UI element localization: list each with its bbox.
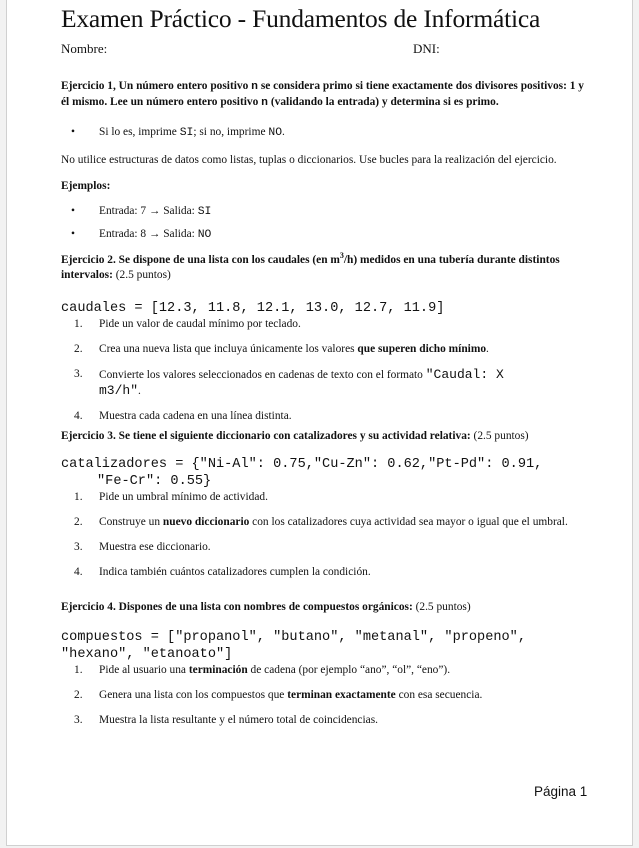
name-label: Nombre: [61,41,108,56]
ex4-code-line1: compuestos = ["propanol", "butano", "metanal", "propeno", [61,629,526,645]
ex2-statement [61,248,591,283]
step-text: Genera una lista con los compuestos que [99,688,288,701]
ex2-superscript: 3 [339,251,344,260]
step-item [61,515,591,530]
step-number: 4. [74,409,83,422]
step-number: 3. [74,367,83,380]
page-number: Página 1 [534,784,588,799]
ex3-code-line2: "Fe-Cr": 0.55} [97,473,212,489]
ex3-code-line1: catalizadores = {"Ni-Al": 0.75,"Cu-Zn": 0.62,"Pt-Pd": 0.91, [61,456,543,472]
step-item [61,713,591,728]
dni-label: DNI: [413,41,440,56]
ex1-examples [61,204,591,243]
step-text: Pide al usuario una [99,663,189,676]
step-text: Convierte los valores seleccionados en cadenas de texto con el formato [99,368,426,381]
step-item [61,490,591,505]
example-item: • Entrada: 7 → Salida: SI [71,205,212,218]
ex3-heading: Ejercicio 3. Se tiene el siguiente diccionario con catalizadores y su actividad relativa: [61,429,471,442]
step-text: Muestra la lista resultante y el número total de coincidencias. [99,713,378,726]
step-text-end: . [486,342,489,355]
ex4-points: (2.5 puntos) [412,600,471,613]
exam-title: Examen Práctico - Fundamentos de Informática [61,4,541,33]
example-text: Entrada: 8 → Salida: [99,228,198,240]
bullet-text-a: Si lo es, imprime [99,126,180,138]
step-bold: nuevo diccionario [162,515,250,528]
example-output: NO [197,229,212,241]
step-item [61,688,591,703]
step-text: Muestra cada cadena en una línea distinta. [99,409,292,422]
ex1-var-n2: n [261,97,269,109]
example-text: Entrada: 7 → Salida: [99,205,198,217]
exam-page [6,0,633,846]
ex4-steps [61,663,591,728]
step-text-end: con los catalizadores cuya actividad sea mayor o igual que el umbral. [249,515,568,528]
ex1-examples-label: Ejemplos: [61,180,111,192]
ex2-code: caudales = [12.3, 11.8, 12.1, 13.0, 12.7, 11.9] [61,300,445,316]
step-text: Muestra ese diccionario. [99,540,211,553]
step-item [61,540,591,555]
ex1-heading: Ejercicio 1, [61,80,116,92]
step-code-b: m3/h" [99,382,139,398]
ex4-code [61,629,591,663]
ex1-text-b: se considera primo si tiene exactamente dos divisores positivos: 1 y él mismo. Lee un número entero positivo [61,80,584,108]
student-info-row [61,41,591,59]
step-item [61,565,591,580]
ex1-statement [61,79,591,111]
step-bold: terminación [188,663,248,676]
ex1-text-c: (validando la entrada) y determina si es primo. [268,96,499,108]
ex4-heading: Ejercicio 4. Dispones de una lista con nombres de compuestos orgánicos: [61,600,413,613]
ex2-heading-a: Ejercicio 2. Se dispone de una lista con los caudales (en m [61,253,340,266]
step-number: 2. [74,515,83,528]
bullet-text-c: . [282,126,285,138]
ex1-text-a: Un número entero positivo [115,80,252,92]
step-item [61,342,591,357]
ex4-code-line2: "hexano", "etanoato"] [61,646,233,662]
example-item: • Entrada: 8 → Salida: NO [71,228,212,241]
ex3-points: (2.5 puntos) [470,429,529,442]
ex2-heading-b: /h) medidos en una tubería durante distintos intervalos: [61,253,560,281]
step-item [61,409,591,424]
step-number: 1. [74,663,83,676]
ex1-bullets [61,125,591,141]
ex4-statement [61,600,591,615]
step-text-end: . [138,384,141,397]
ex1-bullet-output: • Si lo es, imprime SI; si no, imprime NO. [71,126,285,139]
step-number: 2. [74,688,83,701]
step-text: Pide un umbral mínimo de actividad. [99,490,268,503]
ex2-steps [61,317,591,424]
bullet-text-b: ; si no, imprime [193,126,269,138]
step-item [61,663,591,678]
step-bold: terminan exactamente [287,688,396,701]
code-si: SI [179,127,194,139]
ex1-note: No utilice estructuras de datos como listas, tuplas o diccionarios. Use bucles para la realización del ejercicio. [61,154,557,166]
step-number: 3. [74,713,83,726]
code-no: NO [268,127,283,139]
step-item [61,317,591,332]
ex2-points: (2.5 puntos) [112,268,171,281]
step-number: 1. [74,490,83,503]
example-output: SI [197,206,212,218]
step-text: Pide un valor de caudal mínimo por teclado. [99,317,301,330]
ex3-code [61,456,591,490]
step-number: 2. [74,342,83,355]
step-text-end: de cadena (por ejemplo “ano”, “ol”, “eno”). [247,663,451,676]
step-code-a: "Caudal: X [425,366,504,382]
step-text: Indica también cuántos catalizadores cumplen la condición. [99,565,371,578]
page-content [61,4,591,728]
ex3-statement [61,429,591,444]
step-text: Crea una nueva lista que incluya únicamente los valores [99,342,358,355]
step-item [61,367,591,399]
step-bold: que superen dicho mínimo [357,342,487,355]
step-text: Construye un [99,515,163,528]
ex3-steps [61,490,591,580]
ex1-var-n: n [251,81,258,93]
step-number: 4. [74,565,83,578]
step-text-end: con esa secuencia. [395,688,483,701]
step-number: 3. [74,540,83,553]
step-number: 1. [74,317,83,330]
